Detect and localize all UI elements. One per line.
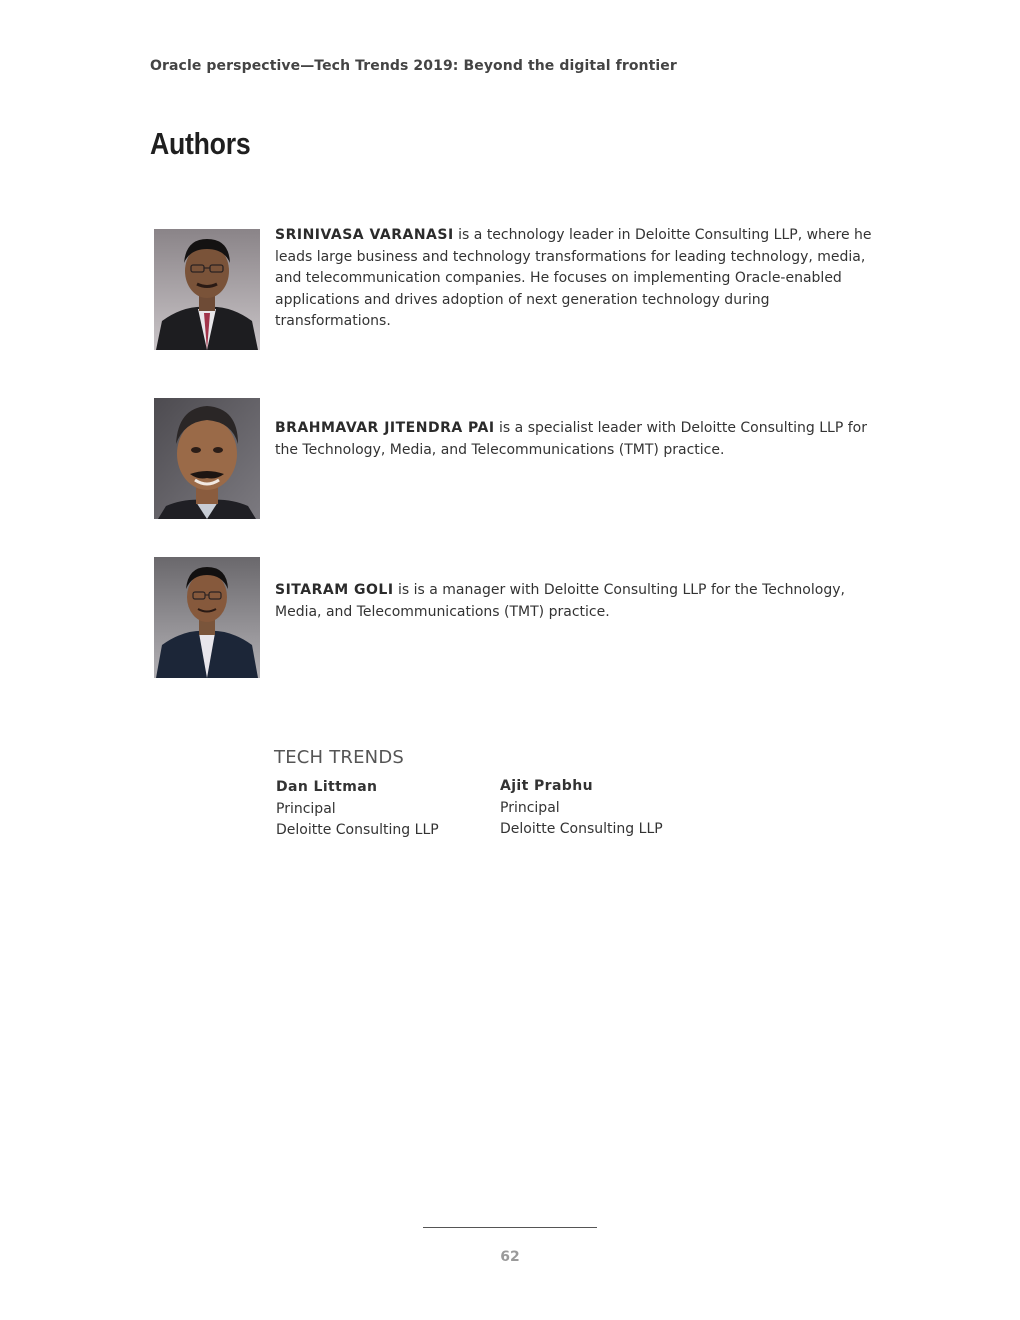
author-bio-goli (275, 580, 875, 623)
contact-title: Principal (276, 800, 336, 817)
portrait-photo (154, 557, 260, 678)
portrait-photo (154, 398, 260, 519)
footer-rule (423, 1227, 597, 1228)
contact-name: Ajit Prabhu (500, 778, 593, 794)
contact-card-prabhu (500, 776, 663, 841)
author-bio-text: is is a manager with Deloitte Consulting LLP for the Technology, Media, and Telecommunications (TMT) practice. (275, 582, 845, 620)
author-photo-varanasi (154, 229, 260, 350)
author-name: BRAHMAVAR JITENDRA PAI (275, 420, 495, 436)
contact-title: Principal (500, 799, 560, 816)
author-bio-pai (275, 418, 875, 461)
author-photo-pai (154, 398, 260, 519)
portrait-photo (154, 229, 260, 350)
contact-company: Deloitte Consulting LLP (276, 822, 439, 838)
author-bio-text: is a technology leader in Deloitte Consulting LLP, where he leads large business and technology transformations for leading technology, media, and telecommunication companies. He focuses on implementing Oracle-enabled applications and drives adoption of next generation technology during transformations. (275, 227, 872, 329)
author-photo-goli (154, 557, 260, 678)
contact-company: Deloitte Consulting LLP (500, 821, 663, 837)
running-header: Oracle perspective—Tech Trends 2019: Beyond the digital frontier (150, 58, 677, 74)
contact-card-littman (276, 777, 439, 842)
page-number: 62 (500, 1249, 520, 1265)
contact-name: Dan Littman (276, 779, 378, 795)
author-bio-varanasi (275, 225, 875, 333)
tech-trends-label: TECH TRENDS (274, 747, 405, 768)
author-name: SRINIVASA VARANASI (275, 227, 454, 243)
author-name: SITARAM GOLI (275, 582, 394, 598)
author-bio-text: is a specialist leader with Deloitte Consulting LLP for the Technology, Media, and Telecommunications (TMT) practice. (275, 420, 867, 458)
page-title: Authors (150, 126, 251, 161)
